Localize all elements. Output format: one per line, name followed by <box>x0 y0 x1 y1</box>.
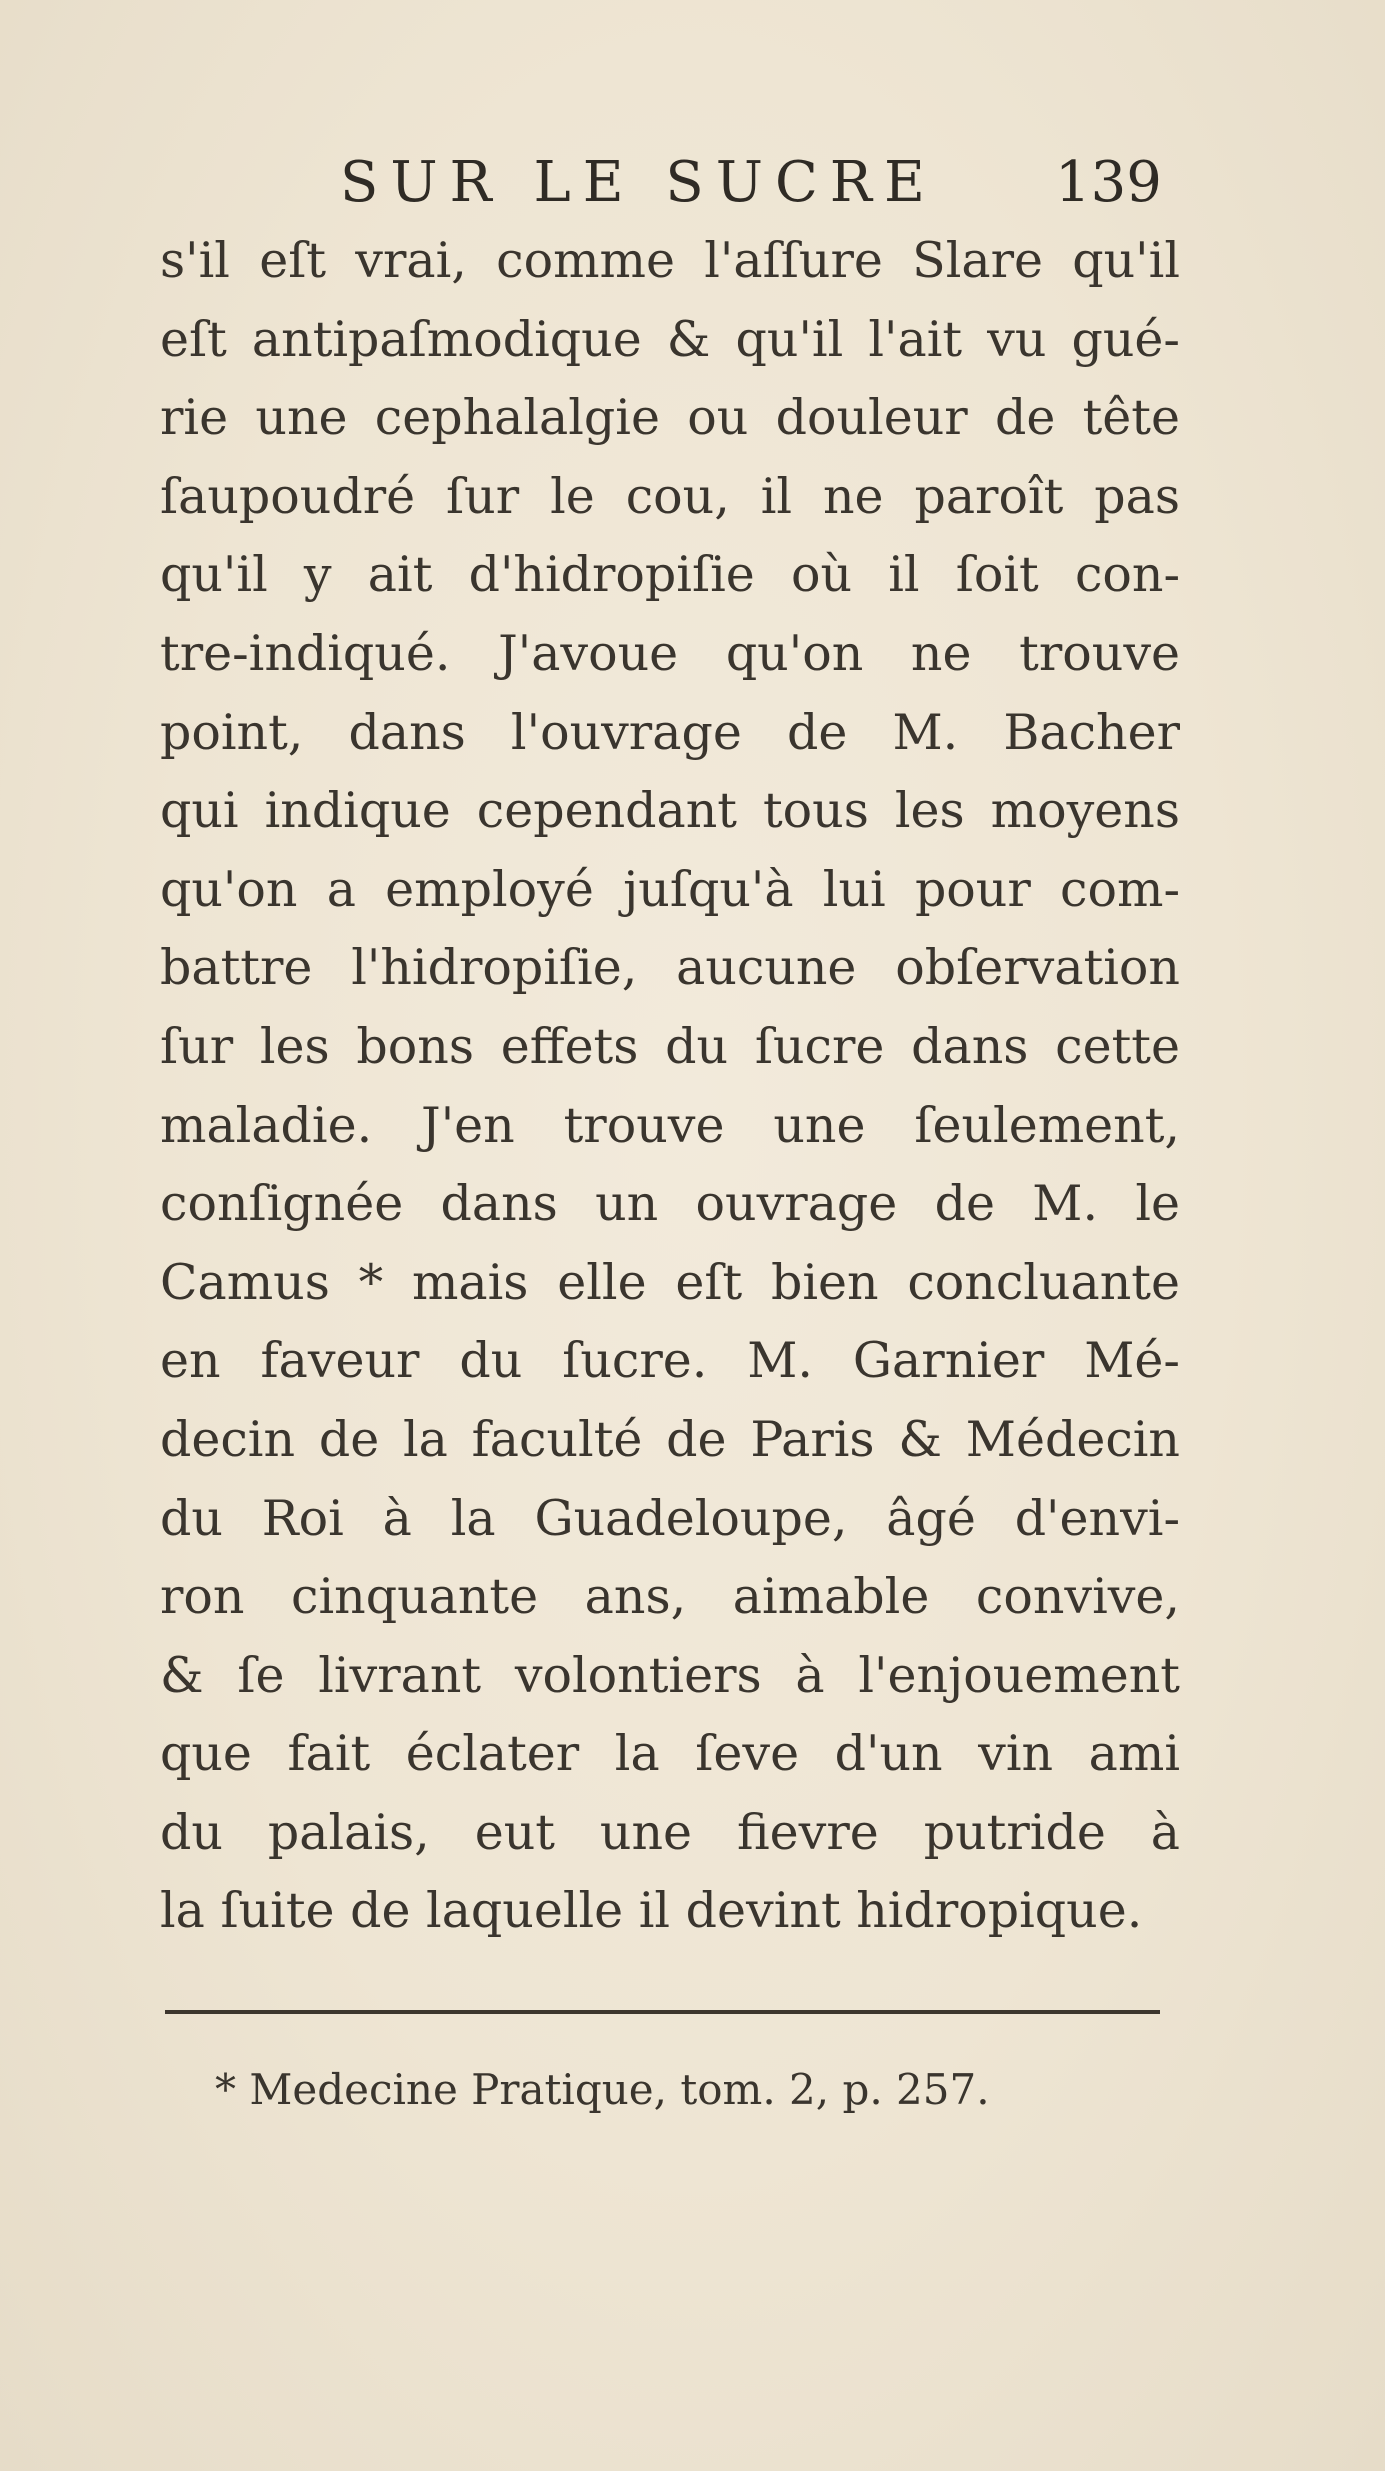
text-line: ſaupoudré ſur le cou, il ne paroît pas <box>160 467 1180 525</box>
text-line: Camus * mais elle eſt bien concluante <box>160 1253 1180 1311</box>
text-line: qu'on a employé juſqu'à lui pour com- <box>160 860 1180 918</box>
text-line: & ſe livrant volontiers à l'enjouement <box>160 1646 1180 1704</box>
footnote-rule <box>165 2010 1160 2014</box>
text-line: la ſuite de laquelle il devint hidropique. <box>160 1882 1143 1940</box>
body-text <box>160 222 1180 1951</box>
text-line: battre l'hidropiſie, aucune obſervation <box>160 939 1180 997</box>
text-line: du Roi à la Guadeloupe, âgé d'envi- <box>160 1489 1180 1547</box>
text-line: du palais, eut une fievre putride à <box>160 1803 1180 1861</box>
text-line: qu'il y ait d'hidropiſie où il ſoit con- <box>160 546 1180 604</box>
text-line: qui indique cependant tous les moyens <box>160 782 1180 840</box>
text-line: maladie. J'en trouve une ſeulement, <box>160 1096 1180 1154</box>
text-line: en faveur du ſucre. M. Garnier Mé- <box>160 1332 1180 1390</box>
text-line: ron cinquante ans, aimable convive, <box>160 1568 1180 1626</box>
text-line: decin de la faculté de Paris & Médecin <box>160 1410 1180 1468</box>
text-line: s'il eſt vrai, comme l'aſſure Slare qu'il <box>160 232 1180 289</box>
text-line: rie une cephalalgie ou douleur de tête <box>160 389 1180 447</box>
text-line: conſignée dans un ouvrage de M. le <box>160 1175 1180 1233</box>
page-number: 139 <box>1055 150 1162 215</box>
text-line: tre-indiqué. J'avoue qu'on ne trouve <box>160 624 1180 682</box>
running-title: SUR LE SUCRE <box>340 150 937 215</box>
footnote: * Medecine Pratique, tom. 2, p. 257. <box>215 2065 990 2114</box>
text-line: que fait éclater la ſeve d'un vin ami <box>160 1725 1180 1783</box>
text-line: ſur les bons effets du ſucre dans cette <box>160 1017 1180 1075</box>
text-line: point, dans l'ouvrage de M. Bacher <box>160 703 1180 761</box>
text-line: eſt antipaſmodique & qu'il l'ait vu gué- <box>160 310 1180 368</box>
